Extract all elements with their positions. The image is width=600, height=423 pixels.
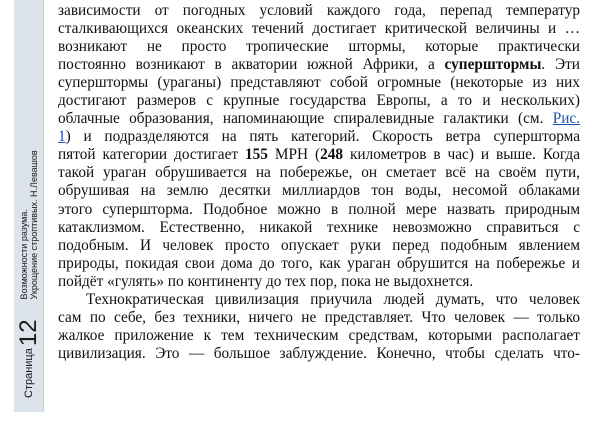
bold-text: 155: [245, 146, 268, 164]
text-run: облачные образования, напоминающие спиралевидные галактики (см.: [58, 110, 553, 128]
text-run: . Эти: [541, 56, 580, 74]
text-line: [58, 110, 580, 128]
text-line: [58, 38, 580, 56]
text-run: этого супершторма. Подобное можно в полной мере назвать природным: [58, 200, 580, 218]
text-run: сталкивающихся океанских течений достигает критической величины и …: [58, 20, 580, 38]
text-line: [58, 182, 580, 200]
text-run: такой ураган обрушивается на побережье, он сметает всё на своём пути,: [58, 164, 580, 182]
text-run: зависимости от погодных условий каждого года, перепад температур: [58, 2, 580, 19]
text-run: сам по себе, без техники, ничего не представляет. Что человек — только: [58, 308, 580, 326]
sidebar-rotated-content: [16, 0, 42, 398]
running-header-line-1: Возможности разума.: [19, 209, 29, 300]
text-line: [58, 164, 580, 182]
text-run: катаклизмом. Естественно, никакой технике невозможно справиться с: [58, 218, 580, 236]
text-line: [58, 2, 580, 20]
text-run: достигают размеров с крупные государства Европы, а то и нескольких): [58, 92, 580, 110]
text-run: природы, покидая свои дома до того, как ураган обрушится на побережье и: [58, 254, 580, 272]
text-line: [58, 255, 580, 273]
text-run: ) и подразделяются на пять категорий. Скорость ветра супершторма: [65, 128, 580, 146]
text-line: [58, 273, 580, 291]
text-line: [58, 237, 580, 255]
text-line: [58, 219, 580, 237]
text-run: цивилизация. Это — большое заблуждение. Конечно, чтобы сделать что-: [58, 344, 580, 362]
text-line: [58, 327, 580, 345]
page-number: 12: [15, 319, 42, 347]
text-line: [58, 56, 580, 74]
page-word-label: Страница: [22, 348, 35, 398]
text-line: [58, 146, 580, 164]
text-run: возникают не просто тропические штормы, которые практически: [58, 38, 580, 56]
text-line: [58, 92, 580, 110]
text-line: [58, 128, 580, 146]
body-text: [58, 2, 580, 363]
text-run: подобным. И человек просто опускает руки перед подобным явлением: [58, 236, 580, 254]
page-sidebar: [14, 0, 44, 412]
bold-text: суперштормы: [444, 56, 542, 74]
text-run: MPH (: [267, 146, 321, 164]
running-header: [19, 150, 39, 299]
text-run: обрушивая на землю десятки миллиардов тон воды, несомой облаками: [58, 182, 580, 200]
text-line: [58, 201, 580, 219]
bold-text: 248: [320, 146, 344, 164]
text-run: Технократическая цивилизация приучила людей думать, что человек: [86, 290, 580, 308]
text-run: пятой категории достигает: [58, 146, 245, 164]
text-run: постоянно возникают в акватории южной Африки, а: [58, 56, 445, 74]
text-run: суперштормы (ураганы) представляют собой огромные (некоторые из них: [58, 74, 580, 92]
text-line: [58, 74, 580, 92]
text-line: [58, 291, 580, 309]
text-run: пойдёт «гулять» по континенту до тех пор, пока не выдохнется.: [58, 272, 474, 290]
text-run: километров в час) и выше. Когда: [343, 146, 580, 164]
figure-link[interactable]: 1: [58, 128, 66, 146]
text-line: [58, 20, 580, 38]
figure-link[interactable]: Рис.: [552, 110, 580, 128]
running-header-line-2: Укрощение строптивых. Н.Левашов: [29, 150, 39, 300]
text-run: жалкое приложение к тем техническим средствам, которыми располагает: [58, 326, 580, 344]
text-line: [58, 309, 580, 327]
text-line: [58, 345, 580, 363]
